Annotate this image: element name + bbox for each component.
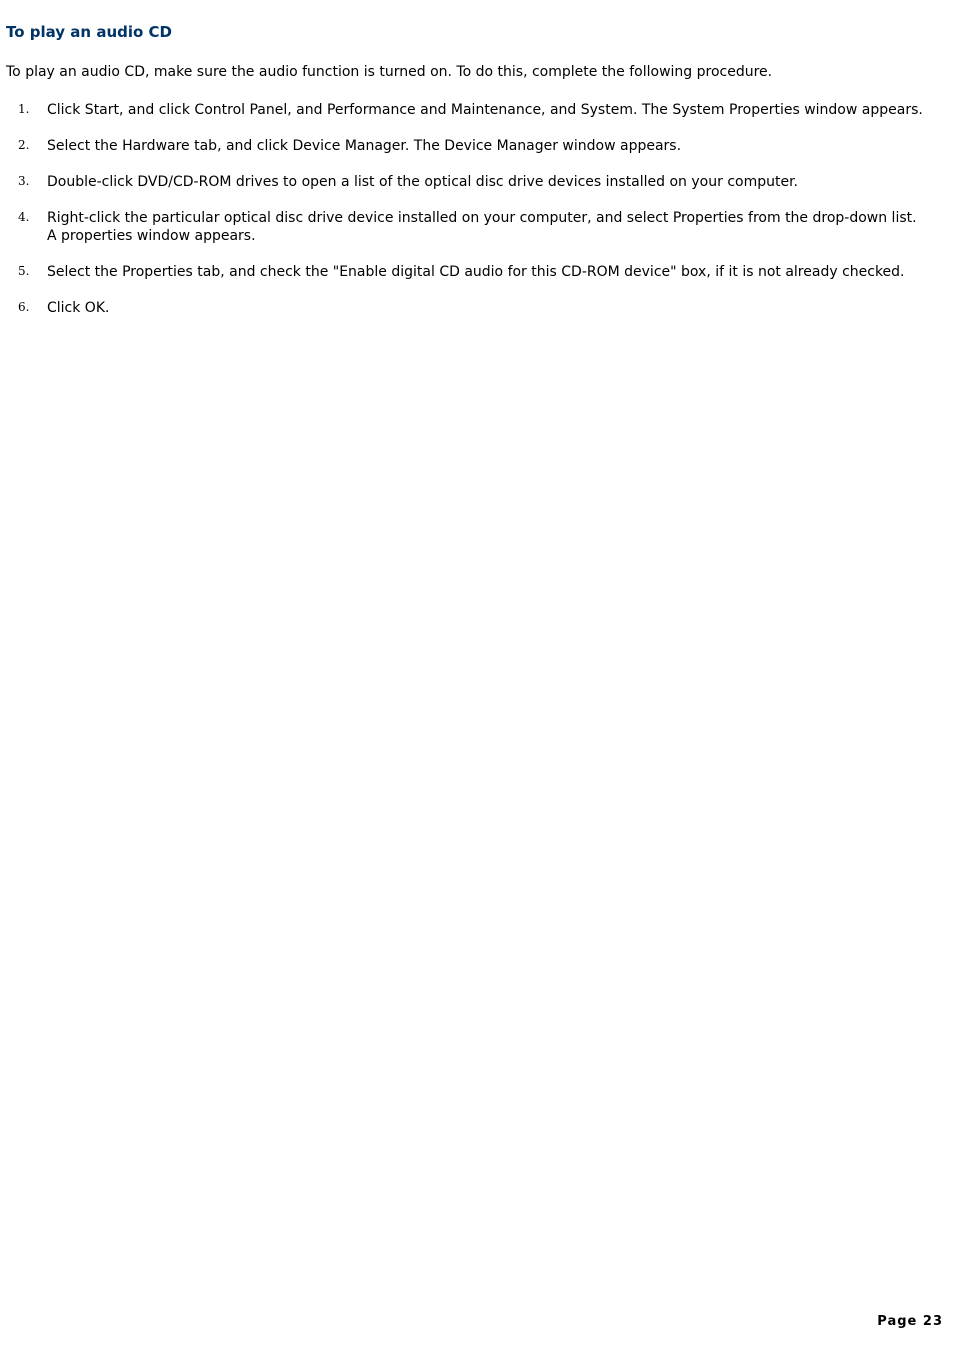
list-item	[0, 137, 954, 155]
step-text: Select the Properties tab, and check the "Enable digital CD audio for this CD-ROM device" box, if it is not already checked.	[47, 264, 905, 280]
procedure-steps-list	[0, 101, 954, 335]
list-item	[0, 263, 954, 281]
step-number: 3.	[18, 174, 30, 188]
step-text: Double-click DVD/CD-ROM drives to open a list of the optical disc drive devices installed on your computer.	[47, 174, 798, 190]
list-item	[0, 299, 954, 317]
step-text: Click Start, and click Control Panel, and Performance and Maintenance, and System. The System Properties window appears.	[47, 102, 923, 118]
step-text: Click OK.	[47, 300, 110, 316]
list-item	[0, 209, 954, 245]
intro-paragraph: To play an audio CD, make sure the audio function is turned on. To do this, complete the following procedure.	[6, 64, 773, 80]
step-number: 2.	[18, 138, 30, 152]
step-text: Right-click the particular optical disc drive device installed on your computer, and select Properties from the drop-down list. A properties window appears.	[47, 210, 917, 244]
page-number: Page 23	[877, 1314, 943, 1329]
step-number: 4.	[18, 210, 30, 224]
step-text: Select the Hardware tab, and click Device Manager. The Device Manager window appears.	[47, 138, 682, 154]
list-item	[0, 101, 954, 119]
page-title: To play an audio CD	[6, 23, 172, 41]
step-number: 6.	[18, 300, 30, 314]
step-number: 1.	[18, 102, 30, 116]
step-number: 5.	[18, 264, 30, 278]
list-item	[0, 173, 954, 191]
